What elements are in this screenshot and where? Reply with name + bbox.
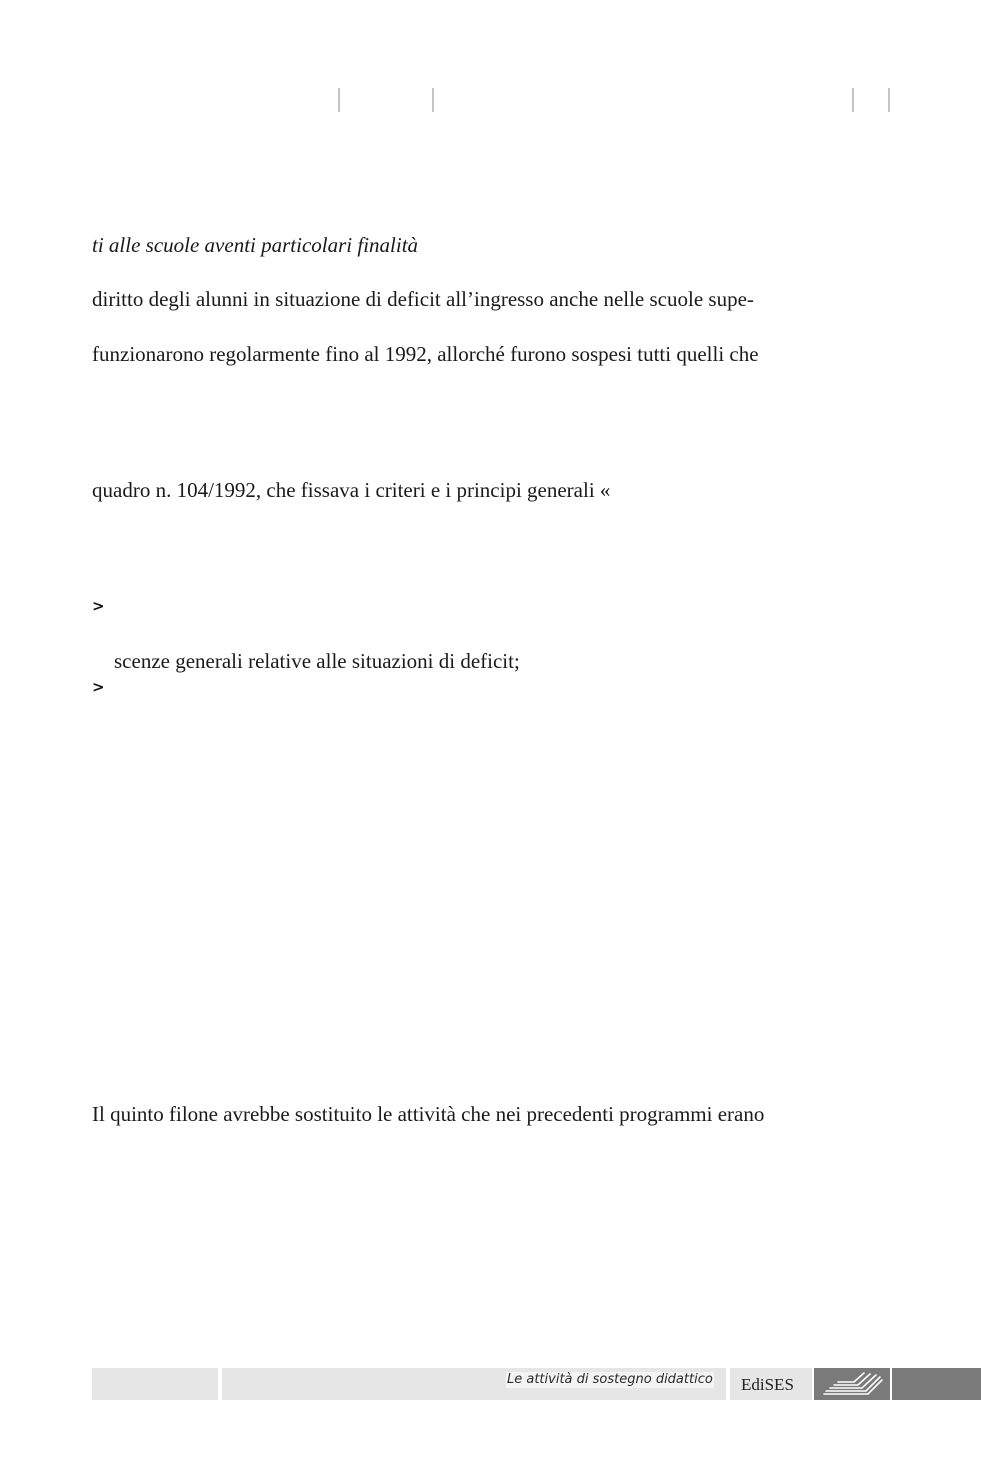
running-title: Le attività di sostegno didattico	[507, 1372, 713, 1387]
footer-page-block	[892, 1368, 981, 1400]
bullet-marker: >	[92, 597, 105, 615]
header-rule-mark	[852, 88, 854, 112]
body-text-line: funzionarono regolarmente fino al 1992, allorché furono sospesi tutti quelli che	[92, 342, 759, 366]
bullet-marker: >	[92, 678, 105, 696]
open-book-icon	[822, 1371, 884, 1397]
header-rule-mark	[432, 88, 434, 112]
section-heading-fragment: ti alle scuole aventi particolari finalità	[92, 233, 419, 257]
footer-band-segment	[222, 1368, 726, 1400]
body-text-line: quadro n. 104/1992, che fissava i criteri e i principi generali «	[92, 478, 611, 502]
header-rule-mark	[888, 88, 890, 112]
header-rule-mark	[338, 88, 340, 112]
body-text-line: diritto degli alunni in situazione di deficit all’ingresso anche nelle scuole supe-	[92, 287, 754, 311]
page-footer	[92, 1368, 981, 1400]
body-text-line: Il quinto filone avrebbe sostituito le attività che nei precedenti programmi erano	[92, 1102, 765, 1126]
bullet-text-line: scenze generali relative alle situazioni di deficit;	[114, 649, 520, 673]
publisher-name: EdiSES	[741, 1375, 794, 1394]
footer-band-segment	[92, 1368, 218, 1400]
